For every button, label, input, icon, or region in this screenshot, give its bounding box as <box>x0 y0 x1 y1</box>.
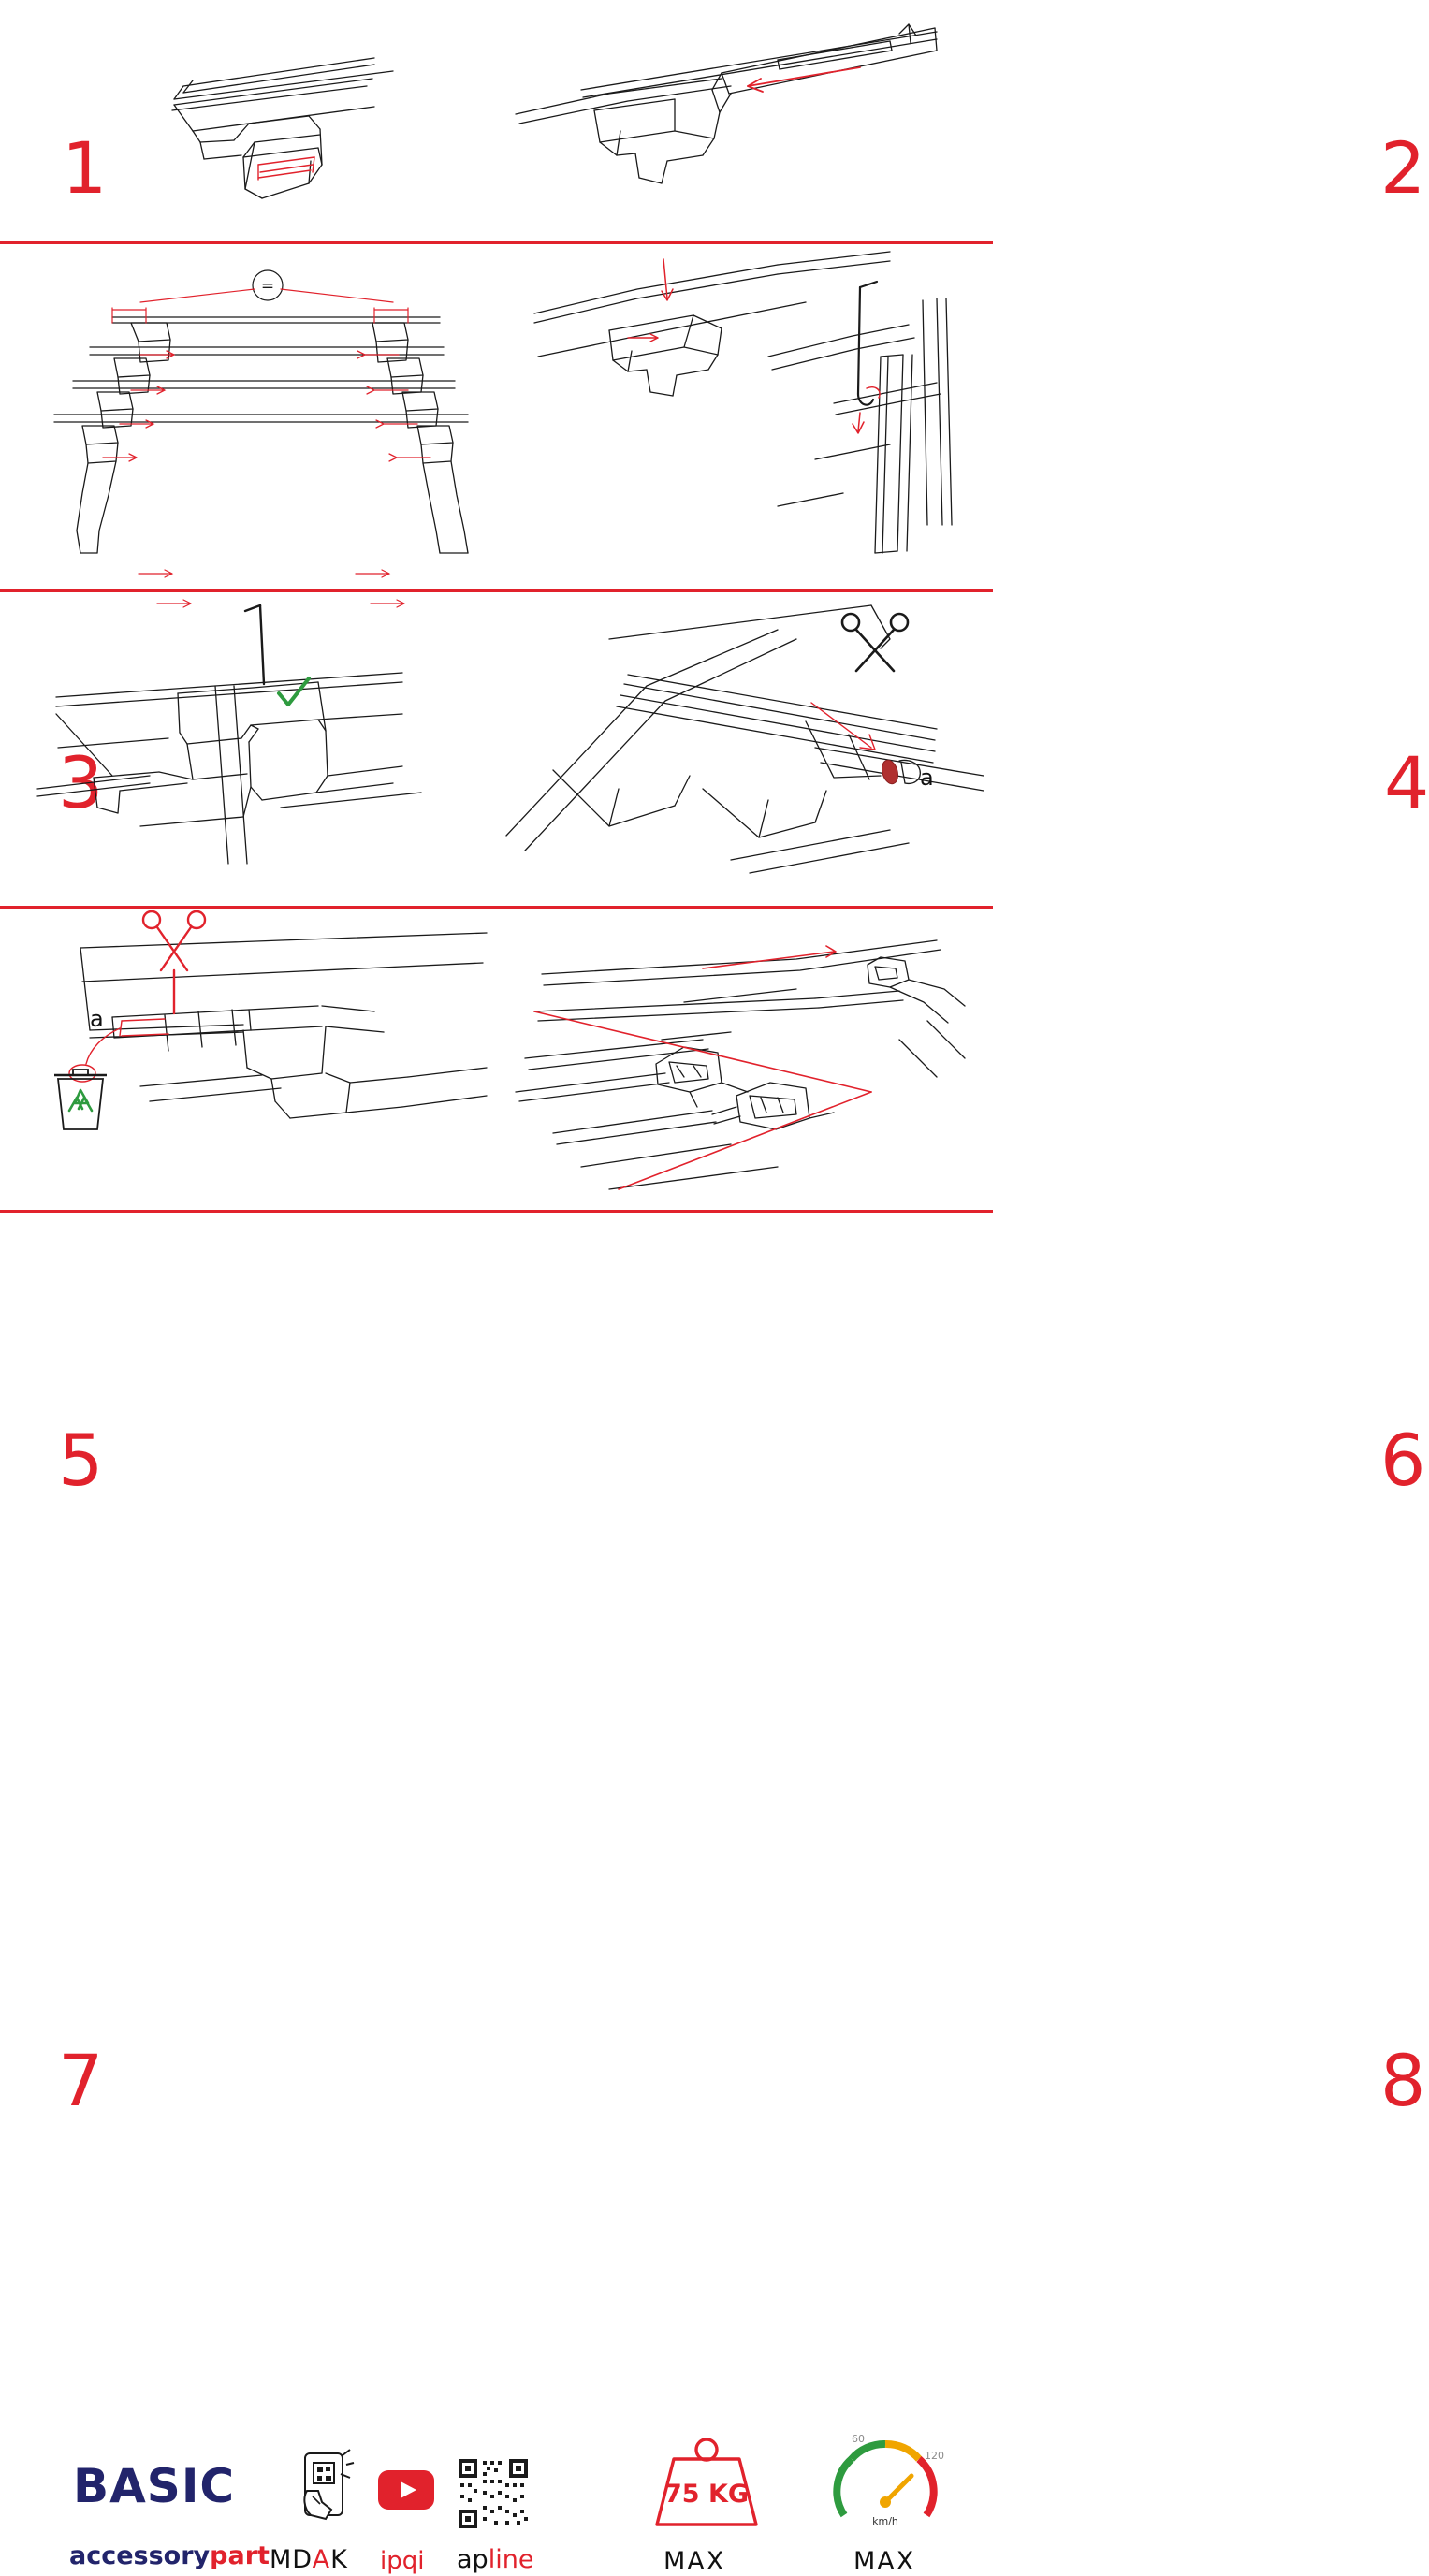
step-panel-7 <box>0 909 496 2122</box>
step-number-6: 6 <box>1380 1419 1426 1502</box>
divider-1 <box>0 241 993 244</box>
step-number-1: 1 <box>62 126 108 210</box>
speedometer-icon <box>827 2429 943 2538</box>
step-panel-8 <box>497 909 1426 2122</box>
apline-prefix: ap <box>457 2545 488 2574</box>
apline-label <box>457 2545 533 2574</box>
cut-section-highlight <box>880 758 901 785</box>
mdak-accent: A <box>312 2545 331 2574</box>
qr-scan-hand-icon <box>294 2450 354 2530</box>
gauge-tick-120: 120 <box>925 2450 944 2462</box>
mdak-label <box>270 2545 348 2574</box>
scissors-icon <box>143 911 205 1013</box>
scissors-icon <box>842 614 908 671</box>
mdak-prefix: MD <box>270 2545 313 2574</box>
step-number-5: 5 <box>58 1419 104 1502</box>
step-5-illustration <box>0 592 496 906</box>
footer <box>0 1213 993 2576</box>
qr-code-icon <box>457 2457 530 2530</box>
gauge-tick-60: 60 <box>852 2433 865 2445</box>
step-3-illustration <box>0 244 496 589</box>
apline-suffix: ine <box>495 2545 534 2574</box>
apline-accent: l <box>488 2545 496 2574</box>
step-number-7: 7 <box>58 2039 104 2122</box>
step-panel-3 <box>0 244 496 824</box>
check-mark-icon <box>279 678 309 705</box>
step-8-illustration <box>497 909 993 1210</box>
step-panel-5 <box>0 592 496 1502</box>
brand-part-text: part <box>210 2541 270 2570</box>
step-panel-4 <box>497 244 1429 824</box>
label-a-step6: a <box>920 764 934 791</box>
step-6-illustration <box>497 592 993 906</box>
step-number-8: 8 <box>1380 2039 1426 2122</box>
divider-2 <box>0 589 993 592</box>
youtube-icon[interactable] <box>378 2470 434 2511</box>
brand-accessory-text: accessory <box>69 2541 211 2570</box>
step-panel-2 <box>497 0 1426 241</box>
weight-icon <box>646 2431 767 2536</box>
speed-unit-label: km/h <box>872 2515 898 2527</box>
step-panel-6 <box>497 592 1426 1502</box>
ipqi-label: ipqi <box>380 2547 425 2575</box>
label-a-step7: a <box>90 1006 104 1032</box>
step-number-3: 3 <box>58 741 104 824</box>
step-number-4: 4 <box>1384 741 1429 824</box>
max-speed-caption: MAX <box>853 2547 916 2576</box>
step-panel-1 <box>0 0 496 241</box>
divider-3 <box>0 906 993 909</box>
brand-accessorypart-label <box>69 2541 270 2570</box>
step-4-illustration <box>497 244 993 589</box>
step-7-illustration <box>0 909 496 1210</box>
max-load-caption: MAX <box>663 2547 726 2576</box>
step-2-illustration <box>497 0 993 241</box>
brand-basic-label: BASIC <box>73 2459 236 2513</box>
max-load-value: 75 KG <box>663 2480 750 2509</box>
step-number-2: 2 <box>1380 126 1426 210</box>
mdak-suffix: K <box>330 2545 348 2574</box>
equal-sign-label: = <box>260 277 275 296</box>
recycle-bin-icon <box>54 1070 107 1129</box>
